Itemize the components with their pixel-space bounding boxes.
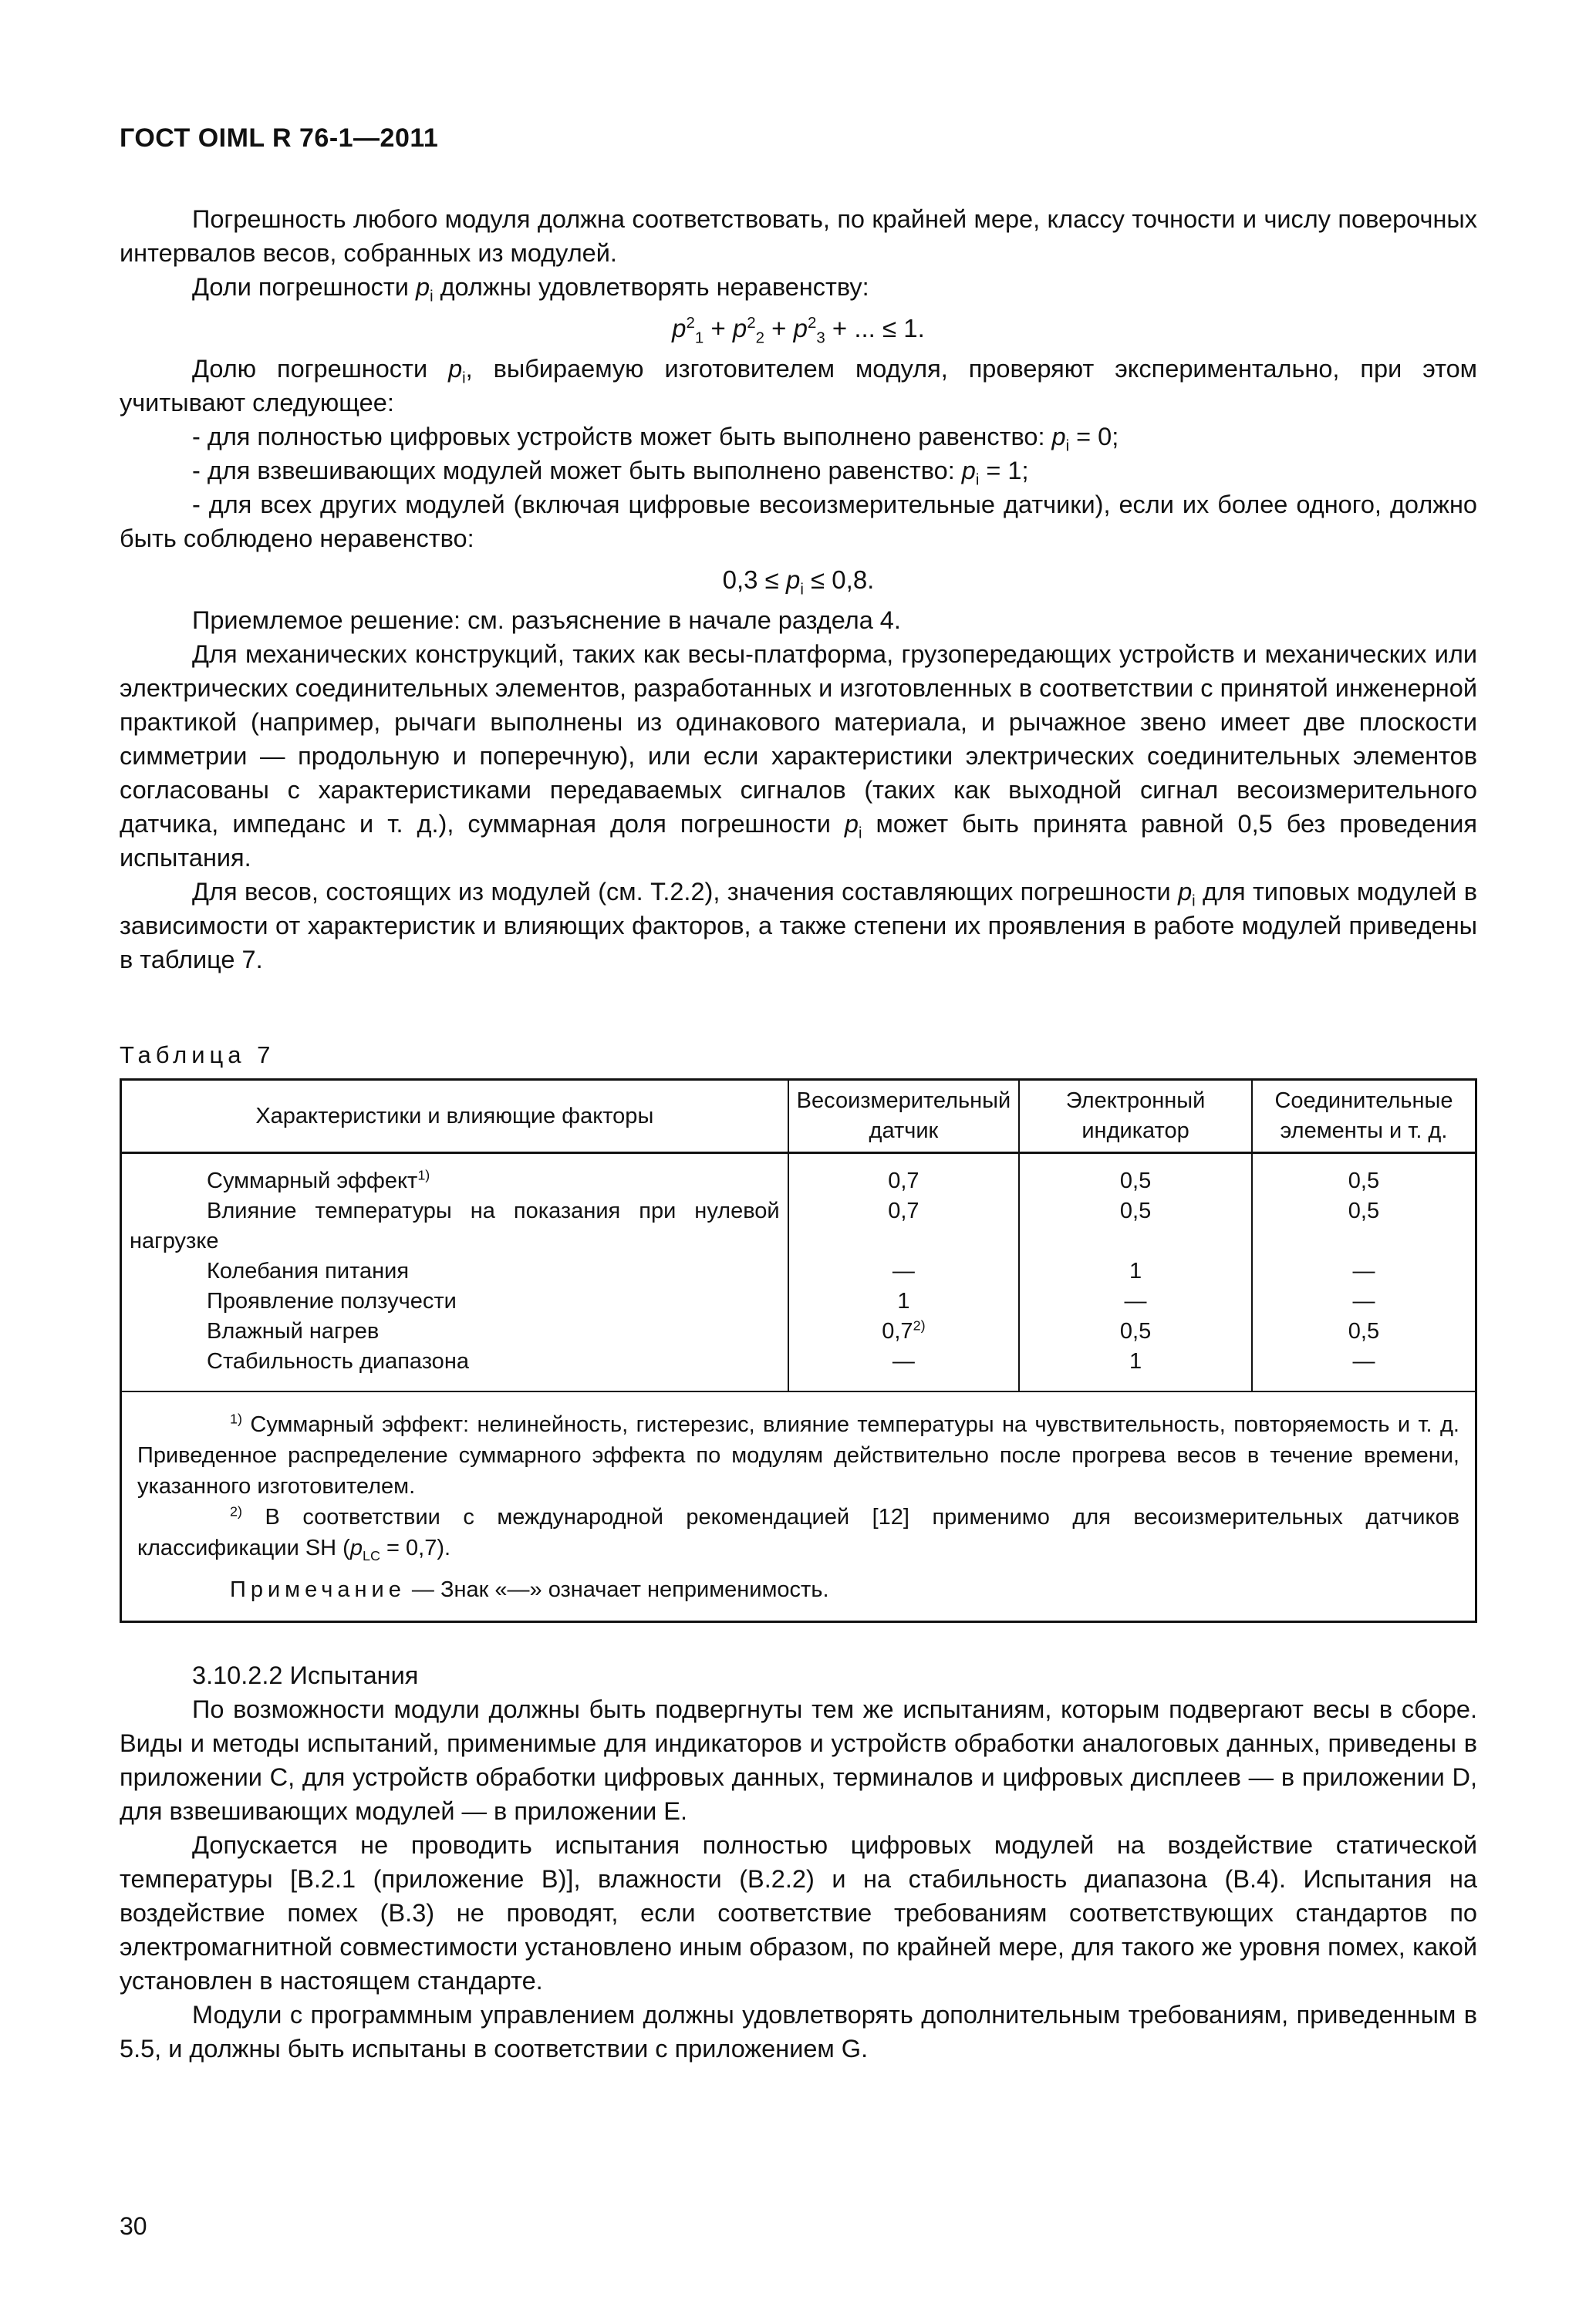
paragraph-experimental-check: Долю погрешности $p_i$, выбираемую изготовителем модуля, проверяют экспериментально, при этом учитывают следующее: <box>120 355 1478 417</box>
paragraph-tests-2: Допускается не проводить испытания полностью цифровых модулей на воздействие статической температуры [В.2.1 (приложение В)], влажности (В.2.2) и на стабильность диапазона (В.4). Испытания на воздействие помех (В.3) не проводят, если соответствие требованиям соответствующих стандартов по электромагнитной совместимости установлено иным образом, по крайней мере, для такого же уровня помех, какой установлен в настоящем стандарте. <box>120 1831 1477 1995</box>
formula-range: $0,3 \le p_i \le 0,8$. <box>722 565 875 599</box>
list-item-digital: - для полностью цифровых устройств может быть выполнено равенство: $p_i = 0$; <box>192 423 1119 455</box>
table-row: Влажный нагрев 0,7$^{2)}$ 0,5 0,5 <box>121 1317 1476 1347</box>
table-7 <box>120 1078 1477 1623</box>
table-caption: Таблица 7 <box>120 1041 275 1068</box>
table-row: Стабильность диапазона — 1 — <box>121 1347 1476 1391</box>
table-row: Влияние температуры на показания при нулевой нагрузке 0,7 0,5 0,5 <box>121 1196 1476 1257</box>
header-load-cell: Весоизмерительный датчик <box>788 1080 1020 1153</box>
page-number: 30 <box>120 2212 147 2240</box>
paragraph-acceptable-solution: Приемлемое решение: см. разъяснение в начале раздела 4. <box>192 606 901 634</box>
footnote-2: $^{2)}$ В соответствии с международной рекомендацией [12] применимо для весоизмерительных датчиков классификации SH $(p_{LC} = 0,7)$. <box>137 1503 1459 1563</box>
paragraph-tests-3: Модули с программным управлением должны удовлетворять дополнительным требованиям, приведенным в 5.5, и должны быть испытаны в соответствии с приложением G. <box>120 2001 1477 2063</box>
table-notes <box>121 1391 1476 1622</box>
paragraph-error-fractions: Доли погрешности $p_i$ должны удовлетворять неравенству: <box>192 273 869 305</box>
table-row: Проявление ползучести 1 — — <box>121 1287 1476 1317</box>
formula-sum-of-squares: $p^2_1 + p^2_2 + p^2_3$ + ... ≤ 1. <box>672 314 925 347</box>
list-item-other-modules: - для всех других модулей (включая цифровые весоизмерительные датчики), если их более одного, должно быть соблюдено неравенство: <box>120 491 1477 552</box>
section-heading: 3.10.2.2 Испытания <box>192 1661 419 1689</box>
paragraph-mechanical: Для механических конструкций, таких как весы-платформа, грузопередающих устройств и механических или электрических соединительных элементов, разработанных и изготовленных в соответствии с принятой инженерной практикой (например, рычаги выполнены из одинакового материала, и рычажное звено имеет две плоскости симметрии — продольную и поперечную), или если характеристики электрических соединительных элементов согласованы с характеристиками передаваемых сигналов (таких как выходной сигнал весоизмерительного датчика, импеданс и т. д.), суммарная доля погрешности $p_i$ может быть принята равной 0,5 без проведения испытания. <box>120 640 1477 872</box>
page-header: ГОСТ OIML R 76-1—2011 <box>120 123 439 153</box>
header-indicator: Электронный индикатор <box>1019 1080 1252 1153</box>
paragraph-table-reference: Для весов, состоящих из модулей (см. Т.2.2), значения составляющих погрешности $p_i$ для типовых модулей в зависимости от характеристик и влияющих факторов, а также степени их проявления в работе модулей приведены в таблице 7. <box>120 878 1477 973</box>
table-row: Суммарный эффект$^{1)}$ 0,7 0,5 0,5 <box>121 1153 1476 1197</box>
intro-text <box>120 202 1477 977</box>
footnote-1: $^{1)}$ Суммарный эффект: нелинейность, гистерезис, влияние температуры на чувствительность, повторяемость и т. д. Приведенное распределение суммарного эффекта по модулям действительно после прогрева весов в течение времени, указанного изготовителем. <box>137 1411 1459 1499</box>
table-note: Примечание — Знак «—» означает неприменимость. <box>230 1577 829 1602</box>
paragraph-tests-1: По возможности модули должны быть подвергнуты тем же испытаниям, которым подвергают весы в сборе. Виды и методы испытаний, применимые для индикаторов и устройств обработки аналоговых данных, приведены в приложении С, для устройств обработки цифровых данных, терминалов и цифровых дисплеев — в приложении D, для взвешивающих модулей — в приложении Е. <box>120 1695 1477 1825</box>
table-header-row <box>121 1080 1476 1153</box>
paragraph-accuracy: Погрешность любого модуля должна соответствовать, по крайней мере, классу точности и числу поверочных интервалов весов, собранных из модулей. <box>120 205 1477 267</box>
table-row: Колебания питания — 1 — <box>121 1257 1476 1287</box>
section-tests <box>120 1658 1477 2066</box>
table-notes-row <box>121 1391 1476 1622</box>
header-connecting-elements: Соединительные элементы и т. д. <box>1252 1080 1476 1153</box>
header-characteristics: Характеристики и влияющие факторы <box>121 1080 788 1153</box>
list-item-weighing-modules: - для взвешивающих модулей может быть выполнено равенство: $p_i = 1$; <box>192 457 1029 489</box>
